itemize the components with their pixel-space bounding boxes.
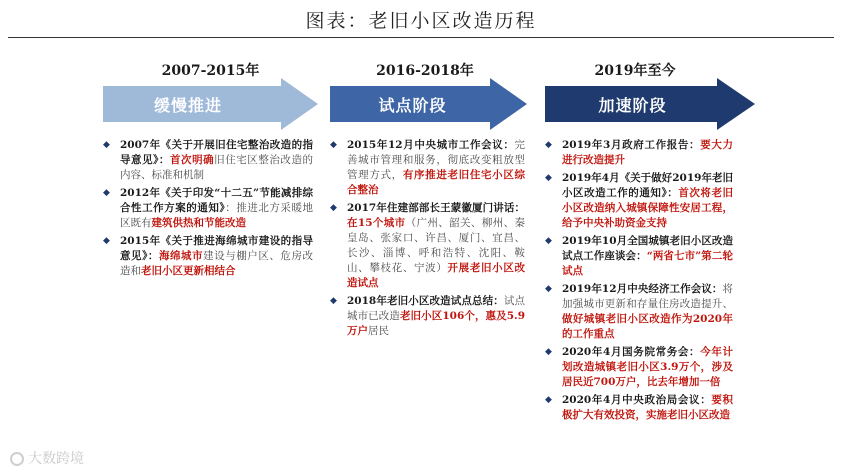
chart-title: 图表：老旧小区改造历程 <box>305 10 537 32</box>
stage-label: 缓慢推进 <box>153 96 222 115</box>
stage-items <box>330 138 525 342</box>
stage-period: 2007-2015年 <box>161 63 260 79</box>
stage-label: 加速阶段 <box>598 96 667 115</box>
entry-text: 试点城市已改造 <box>347 295 526 322</box>
entry-text: 建设与棚户区、危房改造和 <box>120 250 314 277</box>
highlight-text: 开展老旧小区改造试点 <box>347 262 525 289</box>
entry-heading: 2015年12月中央城市工作会议： <box>347 139 515 151</box>
timeline-entry <box>545 171 733 231</box>
stage-label: 试点阶段 <box>378 96 447 115</box>
timeline-entry <box>330 294 525 339</box>
entry-text: （广州、韶关、柳州、秦皇岛、张家口、许昌、厦门、宜昌、长沙、淄博、呼和浩特、沈阳、鞍山、攀枝花、宁波） <box>347 217 525 274</box>
entry-heading: 2007年《关于开展旧住宅整治改造的指导意见》： <box>120 139 313 166</box>
highlight-text: 在15个城市 <box>347 217 406 229</box>
watermark <box>10 448 84 468</box>
entry-text: 居民 <box>368 325 389 337</box>
timeline-entry <box>103 186 313 231</box>
stage-items <box>103 138 313 282</box>
diamond-bullet-icon: ◆ <box>545 236 552 246</box>
entry-heading: 2020年4月国务院常务会： <box>562 346 701 358</box>
highlight-text: 要大力进行改造提升 <box>562 139 734 166</box>
timeline-entry <box>545 345 733 390</box>
diamond-bullet-icon: ◆ <box>545 284 552 294</box>
entry-heading: 2019年3月政府工作报告： <box>562 139 701 151</box>
diamond-bullet-icon: ◆ <box>545 347 552 357</box>
timeline-entry <box>545 234 733 279</box>
entry-heading: 2019年10月全国城镇老旧小区改造试点工作座谈会： <box>562 235 733 262</box>
highlight-text: 建筑供热和节能改造 <box>151 217 246 229</box>
highlight-text: 海绵城市 <box>158 250 204 262</box>
diamond-bullet-icon: ◆ <box>545 395 552 405</box>
highlight-text: 今年计划改造城镇老旧小区3.9万个，涉及居民近700万户，比去年增加一倍 <box>562 346 734 388</box>
timeline-entry <box>545 393 733 423</box>
entry-heading: 2020年4月中央政治局会议： <box>562 394 712 406</box>
highlight-text: 要积极扩大有效投资，实施老旧小区改造 <box>562 394 734 421</box>
entry-text: 旧住宅区整治改造的内容、标准和机制 <box>120 154 314 181</box>
watermark-logo-icon <box>10 452 24 466</box>
highlight-text: 首次将老旧小区改造纳入城镇保障性安居工程，给予中央补助资金支持 <box>562 187 734 229</box>
timeline-entry <box>330 201 525 291</box>
title-divider <box>8 37 834 38</box>
diamond-bullet-icon: ◆ <box>330 296 337 306</box>
highlight-text: 做好城镇老旧小区改造作为2020年的工作重点 <box>562 313 733 340</box>
timeline-entry <box>103 138 313 183</box>
diamond-bullet-icon: ◆ <box>103 236 110 246</box>
diamond-bullet-icon: ◆ <box>330 203 337 213</box>
stage-items <box>545 138 733 426</box>
diamond-bullet-icon: ◆ <box>330 140 337 150</box>
entry-text: 完善城市管理和服务，彻底改变粗放型管理方式， <box>347 139 525 181</box>
stage-period: 2016-2018年 <box>376 63 474 79</box>
watermark-text: 大数跨境 <box>28 451 84 467</box>
highlight-text: “两省七市”第二轮试点 <box>562 250 733 277</box>
highlight-text: 老旧小区更新相结合 <box>141 265 236 277</box>
entry-heading: 2019年12月中央经济工作会议： <box>562 283 723 295</box>
entry-heading: 2015年《关于推进海绵城市建设的指导意见》： <box>120 235 313 262</box>
entry-heading: 2017年住建部部长王蒙徽厦门讲话： <box>347 202 525 214</box>
highlight-text: 有序推进老旧住宅小区综合整治 <box>347 169 526 196</box>
entry-heading: 2019年4月《关于做好2019年老旧小区改造工作的通知》： <box>562 172 733 199</box>
highlight-text: 老旧小区106个，惠及5.9万户 <box>347 310 525 337</box>
entry-text: 将加强城市更新和存量住房改造提升、 <box>562 283 733 310</box>
timeline-entry <box>330 138 525 198</box>
diamond-bullet-icon: ◆ <box>545 173 552 183</box>
timeline-entry <box>103 234 313 279</box>
timeline-entry <box>545 138 733 168</box>
timeline-entry <box>545 282 733 342</box>
entry-heading: 2018年老旧小区改造试点总结： <box>347 295 504 307</box>
diamond-bullet-icon: ◆ <box>545 140 552 150</box>
diamond-bullet-icon: ◆ <box>103 140 110 150</box>
diamond-bullet-icon: ◆ <box>103 188 110 198</box>
highlight-text: 首次明确 <box>169 154 215 166</box>
entry-heading: 2012年《关于印发“十二五”节能减排综合性工作方案的通知》 <box>120 187 313 214</box>
stage-period: 2019年至今 <box>594 63 676 79</box>
entry-text: ：推进北方采暖地区既有 <box>120 202 314 229</box>
